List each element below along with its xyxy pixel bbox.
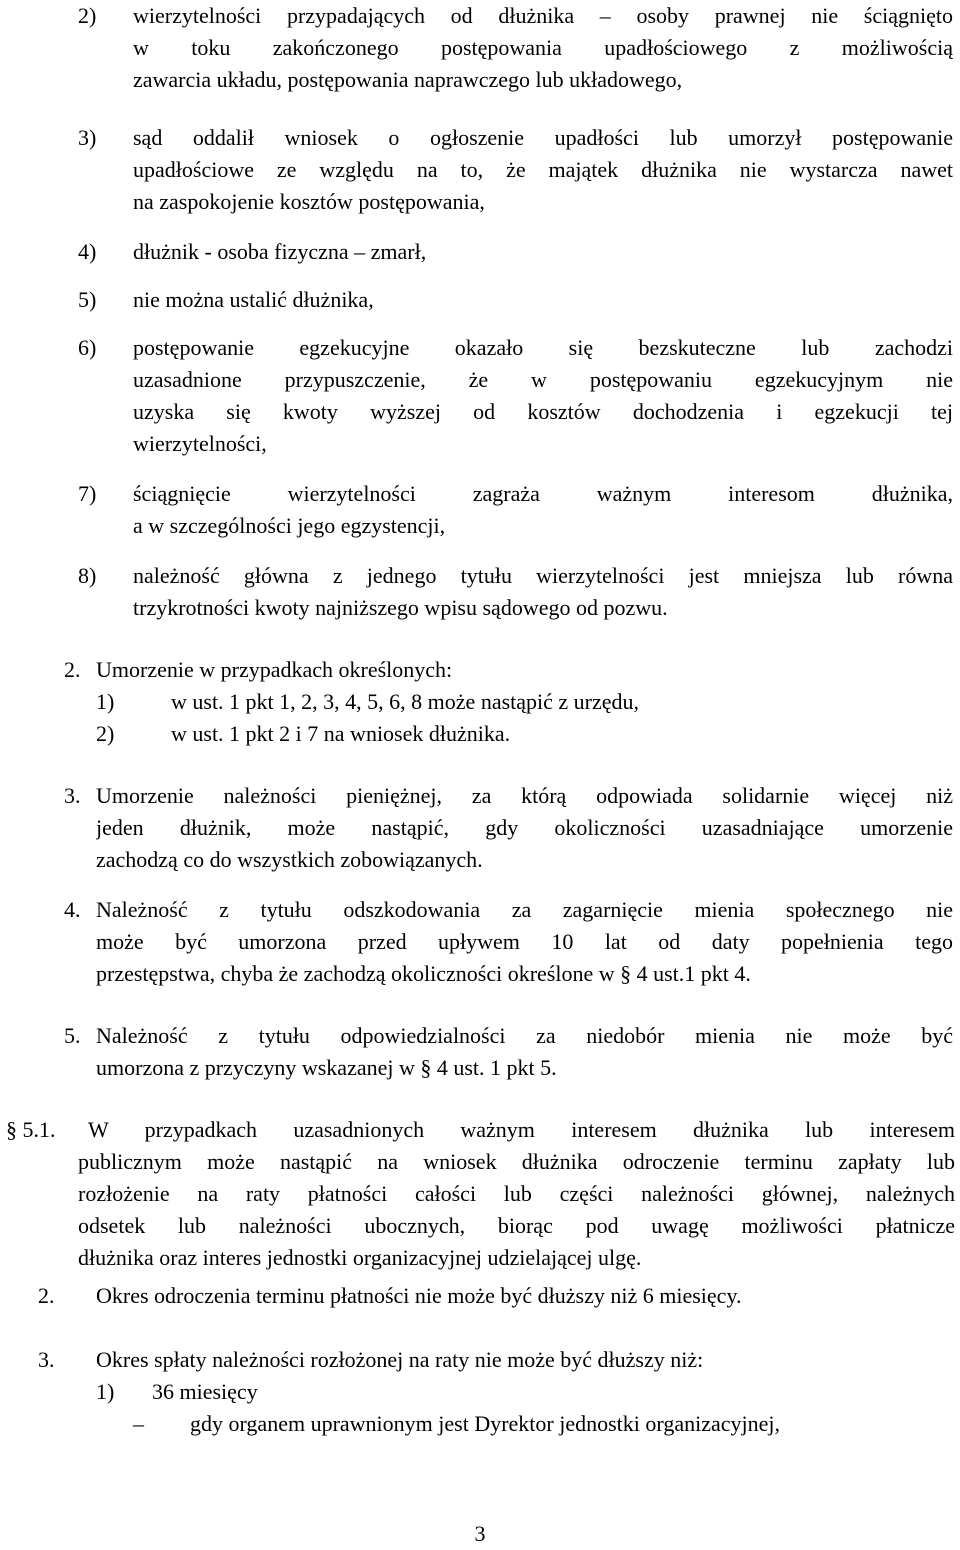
list-item-2 [133,0,953,96]
text-line: a w szczególności jego egzystencji, [133,513,446,538]
section-number: § 5.1. [6,1117,56,1142]
text-line: Okres odroczenia terminu płatności nie może być dłuższy niż 6 miesięcy. [96,1283,742,1308]
list-item-8 [133,560,953,624]
dash-bullet: – [133,1411,144,1436]
text-line: W przypadkach uzasadnionych ważnym interesem dłużnika lub interesem [88,1117,955,1142]
paragraph-5 [96,1020,953,1084]
list-item-7 [133,478,953,542]
item-number: 5) [78,287,97,312]
section-5-2 [96,1280,953,1312]
paragraph-2 [96,654,953,686]
text-line: zawarcia układu, postępowania naprawczego lub układowego, [133,67,683,92]
text-line: upadłościowe ze względu na to, że majątek dłużnika nie wystarcza nawet [133,157,953,182]
paragraph-number: 5. [64,1023,81,1048]
text-line: sąd oddalił wniosek o ogłoszenie upadłości lub umorzył postępowanie [133,125,953,150]
text-line: Należność z tytułu odszkodowania za zagarnięcie mienia społecznego nie [96,897,953,922]
text-line: uzasadnione przypuszczenie, że w postępowaniu egzekucyjnym nie [133,367,953,392]
text-line: Należność z tytułu odpowiedzialności za niedobór mienia nie może być [96,1023,953,1048]
paragraph-number: 3. [64,783,81,808]
paragraph-number: 3. [38,1347,55,1372]
subitem-text: w ust. 1 pkt 1, 2, 3, 4, 5, 6, 8 może nastąpić z urzędu, [171,689,640,714]
section-5-1 [78,1114,955,1274]
item-number: 4) [78,239,97,264]
paragraph-number: 2. [64,657,81,682]
page-number: 3 [474,1521,486,1546]
item-number: 8) [78,563,97,588]
item-number: 2) [78,3,97,28]
text-line: rozłożenie na raty płatności całości lub części należności głównej, należnych [78,1181,955,1206]
text-line: może być umorzona przed upływem 10 lat od daty popełnienia tego [96,929,953,954]
list-item-6 [133,332,953,460]
text-line: dłużnik - osoba fizyczna – zmarł, [133,239,427,264]
paragraph-number: 2. [38,1283,55,1308]
text-line: zachodzą co do wszystkich zobowiązanych. [96,847,483,872]
subitem-text: 36 miesięcy [152,1379,258,1404]
item-number: 7) [78,481,97,506]
text-line: przestępstwa, chyba że zachodzą okoliczności określone w § 4 ust.1 pkt 4. [96,961,751,986]
text-line: jeden dłużnik, może nastąpić, gdy okoliczności uzasadniające umorzenie [96,815,953,840]
text-line: Umorzenie należności pieniężnej, za którą odpowiada solidarnie więcej niż [96,783,953,808]
text-line: na zaspokojenie kosztów postępowania, [133,189,485,214]
list-item-5 [133,284,953,316]
text-line: Okres spłaty należności rozłożonej na raty nie może być dłuższy niż: [96,1347,704,1372]
text-line: umorzona z przyczyny wskazanej w § 4 ust. 1 pkt 5. [96,1055,557,1080]
text-line: wierzytelności, [133,431,267,456]
list-item-4 [133,236,953,268]
text-line: uzyska się kwoty wyższej od kosztów dochodzenia i egzekucji tej [133,399,953,424]
text-line: trzykrotności kwoty najniższego wpisu sądowego od pozwu. [133,595,668,620]
text-line: ściągnięcie wierzytelności zagraża ważnym interesom dłużnika, [133,481,953,506]
paragraph-4 [96,894,953,990]
subitem-text: w ust. 1 pkt 2 i 7 na wniosek dłużnika. [171,721,511,746]
text-line: odsetek lub należności ubocznych, biorąc pod uwagę możliwości płatnicze [78,1213,955,1238]
paragraph-3 [96,780,953,876]
text-line: należność główna z jednego tytułu wierzytelności jest mniejsza lub równa [133,563,953,588]
text-line: nie można ustalić dłużnika, [133,287,374,312]
item-number: 1) [96,689,115,714]
text-line: postępowanie egzekucyjne okazało się bezskuteczne lub zachodzi [133,335,953,360]
text-line: wierzytelności przypadających od dłużnika – osoby prawnej nie ściągnięto [133,3,953,28]
item-number: 2) [96,721,115,746]
text-line: w toku zakończonego postępowania upadłościowego z możliwością [133,35,953,60]
subitem-text: gdy organem uprawnionym jest Dyrektor jednostki organizacyjnej, [190,1411,780,1436]
paragraph-number: 4. [64,897,81,922]
list-item-3 [133,122,953,218]
item-number: 6) [78,335,97,360]
text-line: publicznym może nastąpić na wniosek dłużnika odroczenie terminu zapłaty lub [78,1149,955,1174]
section-5-3 [96,1344,953,1376]
item-number: 3) [78,125,97,150]
text-line: Umorzenie w przypadkach określonych: [96,657,453,682]
text-line: dłużnika oraz interes jednostki organizacyjnej udzielającej ulgę. [78,1245,642,1270]
item-number: 1) [96,1379,115,1404]
